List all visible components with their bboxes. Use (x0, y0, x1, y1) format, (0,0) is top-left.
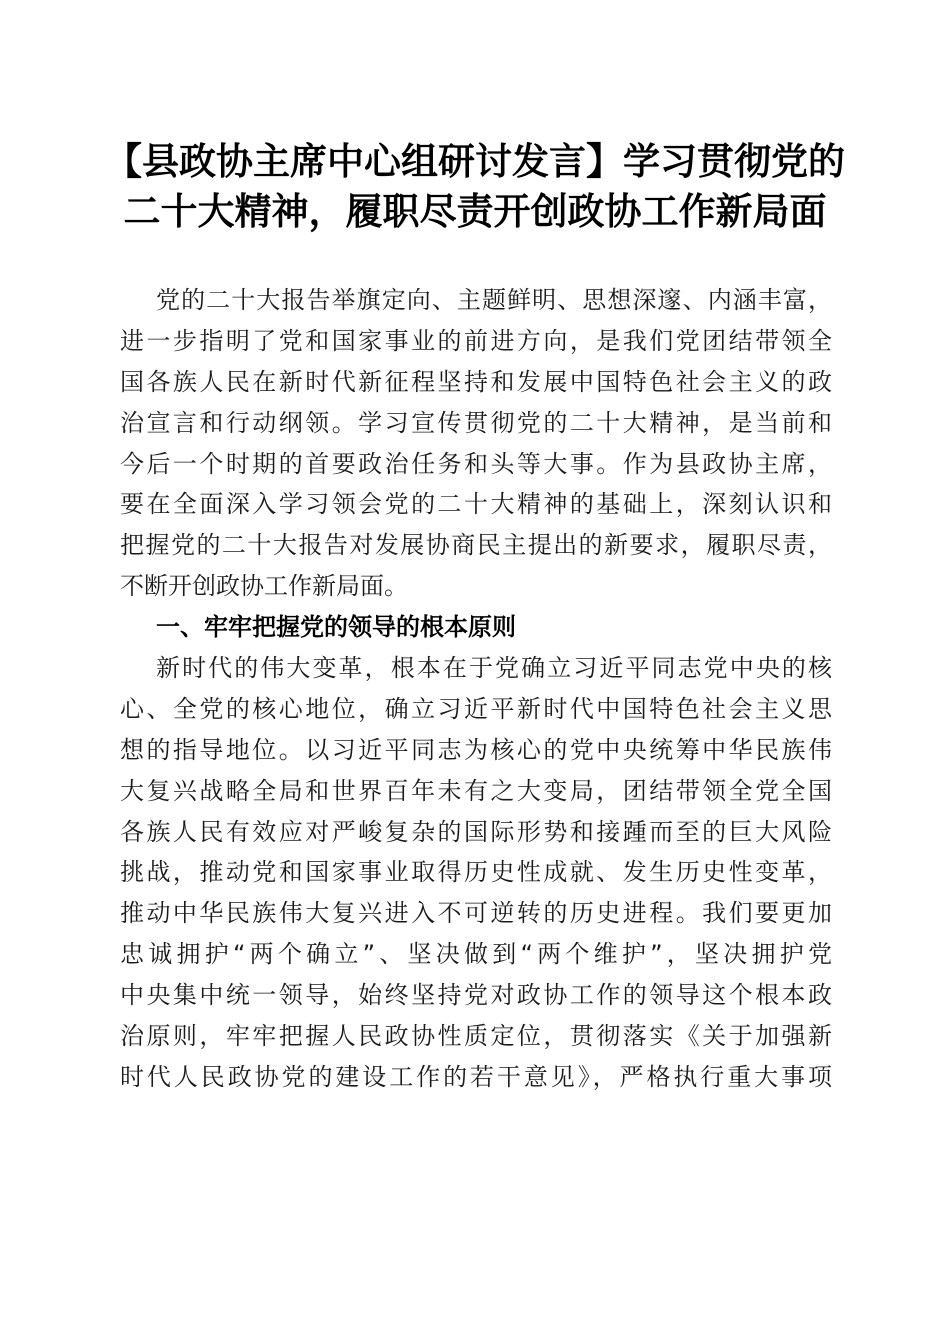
paragraph-1 (120, 280, 832, 607)
title-line-1: 【县政协主席中心组研讨发言】学习贯彻党的 (105, 139, 845, 183)
paragraph-line: 心、全党的核心地位，确立习近平新时代中国特色社会主义思 (120, 694, 832, 723)
paragraph-line: 把握党的二十大报告对发展协商民主提出的新要求，履职尽责， (120, 531, 832, 560)
paragraph-line: 挑战，推动党和国家事业取得历史性成就、发生历史性变革， (120, 858, 832, 887)
paragraph-line: 要在全面深入学习领会党的二十大精神的基础上，深刻认识和 (120, 490, 832, 519)
paragraph-line: 今后一个时期的首要政治任务和头等大事。作为县政协主席， (120, 449, 832, 478)
paragraph-line: 国各族人民在新时代新征程坚持和发展中国特色社会主义的政 (120, 367, 832, 396)
paragraph-line: 各族人民有效应对严峻复杂的国际形势和接踵而至的巨大风险 (120, 817, 832, 846)
paragraph-line: 忠诚拥护“两个确立”、坚决做到“两个维护”，坚决拥护党 (120, 940, 832, 969)
paragraph-line: 中央集中统一领导，始终坚持党对政协工作的领导这个根本政 (120, 981, 832, 1010)
paragraph-line: 时代人民政协党的建设工作的若干意见》，严格执行重大事项 (120, 1062, 832, 1091)
paragraph-line: 进一步指明了党和国家事业的前进方向，是我们党团结带领全 (120, 326, 832, 355)
paragraph-line: 治宣言和行动纲领。学习宣传贯彻党的二十大精神，是当前和 (120, 408, 832, 437)
title-line-2: 二十大精神，履职尽责开创政协工作新局面 (123, 189, 827, 233)
section-heading-1: 一、牢牢把握党的领导的根本原则 (156, 613, 516, 642)
paragraph-line: 新时代的伟大变革，根本在于党确立习近平同志党中央的核 (156, 654, 832, 683)
paragraph-line: 不断开创政协工作新局面。 (120, 572, 408, 601)
paragraph-line: 大复兴战略全局和世界百年未有之大变局，团结带领全党全国 (120, 776, 832, 805)
paragraph-2 (120, 648, 832, 1098)
document-body (120, 280, 832, 1098)
paragraph-line: 想的指导地位。以习近平同志为核心的党中央统筹中华民族伟 (120, 735, 832, 764)
paragraph-line: 党的二十大报告举旗定向、主题鲜明、思想深邃、内涵丰富， (156, 286, 832, 314)
document-title (100, 136, 850, 236)
paragraph-line: 治原则，牢牢把握人民政协性质定位，贯彻落实《关于加强新 (120, 1022, 832, 1051)
paragraph-line: 推动中华民族伟大复兴进入不可逆转的历史进程。我们要更加 (120, 899, 832, 928)
